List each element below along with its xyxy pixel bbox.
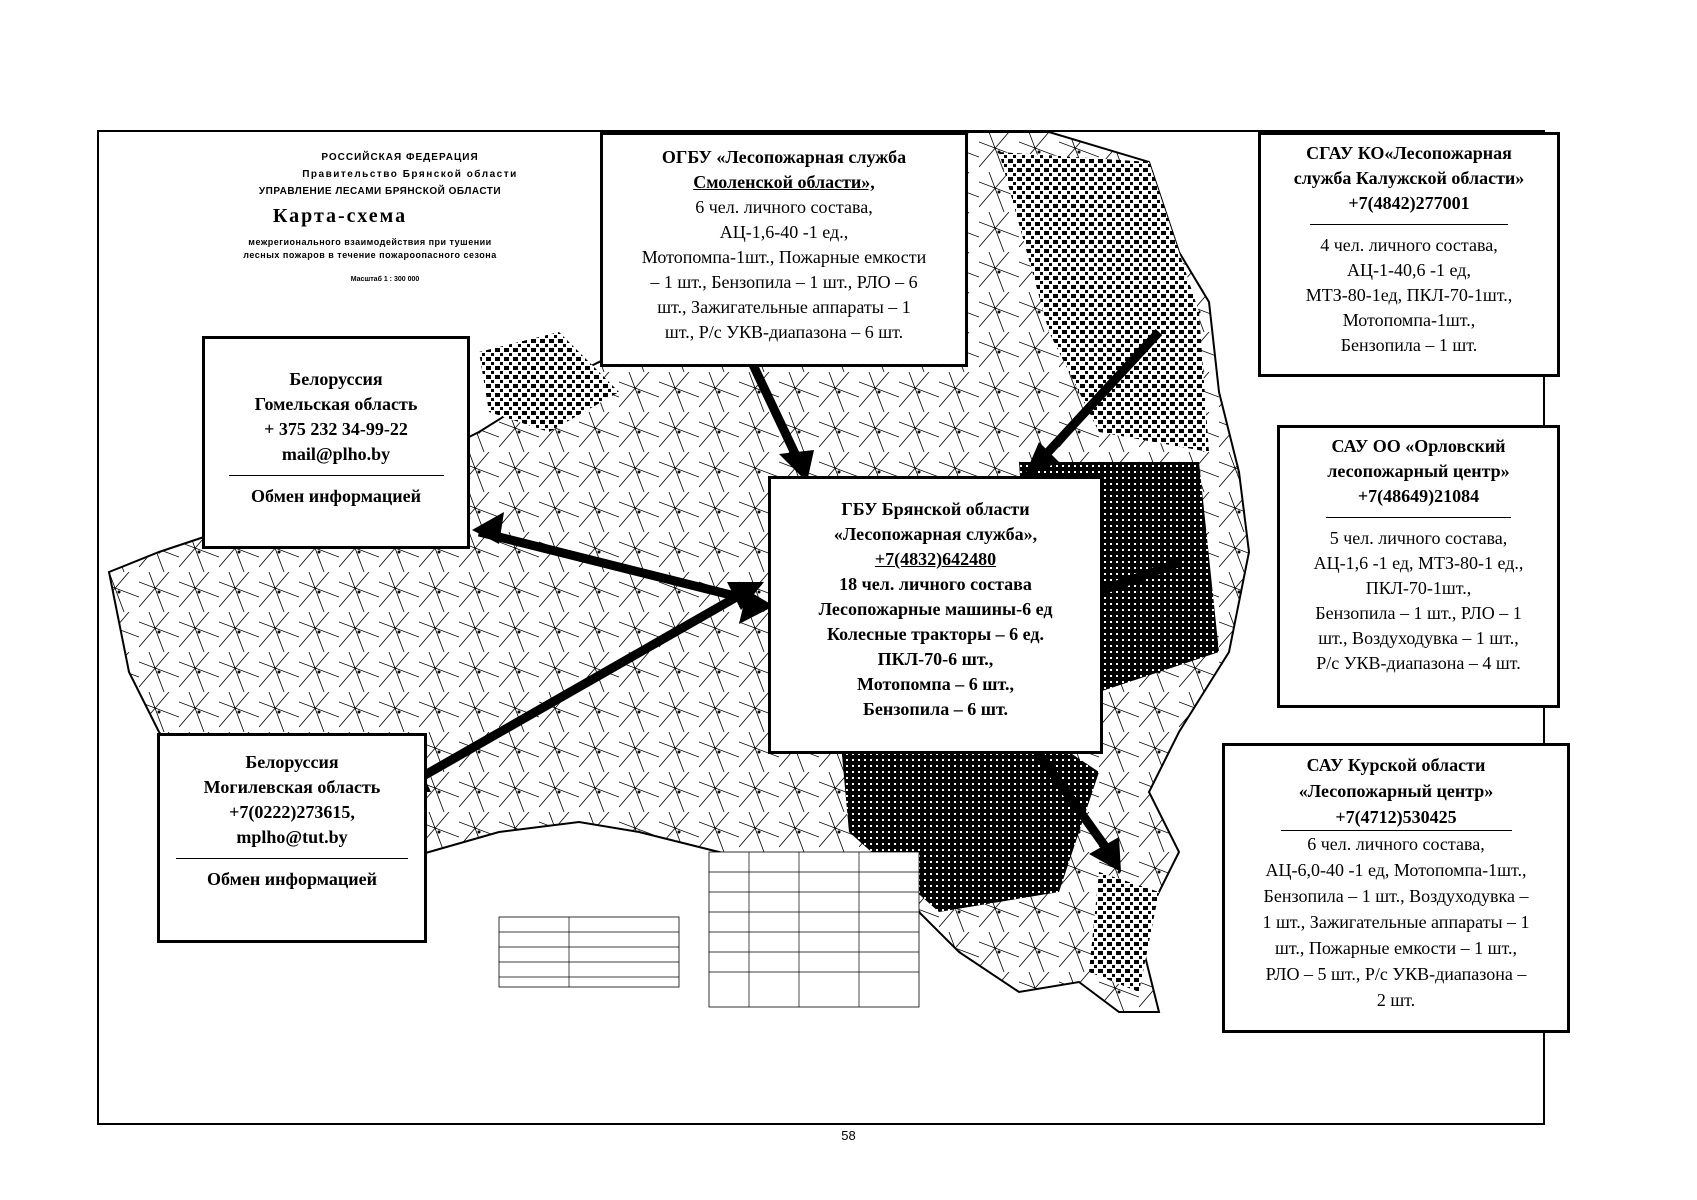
- bryansk-line: 18 чел. личного состава: [839, 574, 1032, 594]
- orel-box: [1277, 425, 1560, 708]
- orel-line: Бензопила – 1 шт., РЛО – 1: [1315, 603, 1522, 623]
- gomel-note: Обмен информацией: [251, 486, 421, 506]
- map-header-subtitle-1: межрегионального взаимодействия при тушении: [248, 237, 492, 247]
- map-header-country: РОССИЙСКАЯ ФЕДЕРАЦИЯ: [321, 152, 479, 163]
- orel-line: 5 чел. личного состава,: [1329, 528, 1508, 548]
- kaluga-line: 4 чел. личного состава,: [1320, 235, 1498, 255]
- kaluga-line: Мотопомпа-1шт.,: [1342, 310, 1476, 330]
- smolensk-title-2: Смоленской области»,: [693, 172, 875, 192]
- orel-phone: +7(48649)21084: [1357, 486, 1480, 506]
- orel-line: Р/с УКВ-диапазона – 4 шт.: [1316, 653, 1521, 673]
- kursk-line: АЦ-6,0-40 -1 ед, Мотопомпа-1шт.,: [1265, 860, 1527, 880]
- kaluga-line: МТЗ-80-1ед, ПКЛ-70-1шт.,: [1305, 285, 1513, 305]
- kursk-box: [1222, 743, 1570, 1033]
- orel-title-2: лесопожарный центр»: [1327, 461, 1510, 481]
- kaluga-box: [1258, 132, 1560, 377]
- bryansk-title-1: ГБУ Брянской области: [841, 499, 1030, 519]
- kursk-line: Бензопила – 1 шт., Воздуходувка –: [1263, 886, 1529, 906]
- orel-line: АЦ-1,6 -1 ед, МТЗ-80-1 ед.,: [1313, 553, 1524, 573]
- kursk-title-2: «Лесопожарный центр»: [1298, 781, 1494, 801]
- bryansk-phone: +7(4832)642480: [874, 549, 997, 569]
- bryansk-line: Мотопомпа – 6 шт.,: [857, 674, 1014, 694]
- mogilev-phone: +7(0222)273615,: [229, 802, 355, 822]
- mogilev-note: Обмен информацией: [207, 869, 377, 889]
- smolensk-line: 6 чел. личного состава,: [695, 197, 873, 217]
- orel-line: шт., Воздуходувка – 1 шт.,: [1318, 628, 1519, 648]
- gomel-country: Белоруссия: [289, 369, 383, 389]
- smolensk-line: шт., Зажигательные аппараты – 1: [657, 297, 911, 317]
- map-header-title: Карта-схема: [272, 205, 408, 227]
- bryansk-line: Колесные тракторы – 6 ед.: [826, 624, 1045, 644]
- kaluga-line: Бензопила – 1 шт.: [1340, 335, 1478, 355]
- kaluga-title-2: служба Калужской области»: [1293, 168, 1525, 188]
- bryansk-line: Лесопожарные машины-6 ед: [818, 599, 1053, 619]
- kaluga-line: АЦ-1-40,6 -1 ед,: [1347, 260, 1471, 280]
- map-legend-table: [499, 852, 919, 1007]
- page-number: 58: [841, 1128, 856, 1143]
- kaluga-divider: [1310, 224, 1509, 225]
- bryansk-box: [768, 476, 1103, 754]
- kaluga-title-1: СГАУ КО«Лесопожарная: [1306, 143, 1512, 163]
- kursk-phone: +7(4712)530425: [1335, 807, 1457, 827]
- kursk-title-1: САУ Курской области: [1306, 755, 1486, 775]
- orel-line: ПКЛ-70-1шт.,: [1365, 578, 1472, 598]
- smolensk-box: [600, 132, 968, 367]
- orel-divider: [1326, 517, 1512, 518]
- map-header-government: Правительство Брянской области: [302, 169, 518, 180]
- smolensk-line: шт., Р/с УКВ-диапазона – 6 шт.: [664, 322, 904, 342]
- smolensk-title-1: ОГБУ «Лесопожарная служба: [661, 147, 907, 167]
- gomel-phone: + 375 232 34-99-22: [264, 419, 408, 439]
- kursk-line: 2 шт.: [1376, 990, 1416, 1010]
- mogilev-region: Могилевская область: [203, 777, 381, 797]
- mogilev-email: mplho@tut.by: [236, 827, 348, 847]
- map-header-department: УПРАВЛЕНИЕ ЛЕСАМИ БРЯНСКОЙ ОБЛАСТИ: [258, 186, 502, 197]
- kaluga-phone: +7(4842)277001: [1348, 193, 1470, 213]
- map-header: [150, 152, 590, 283]
- smolensk-line: АЦ-1,6-40 -1 ед.,: [719, 222, 849, 242]
- bryansk-line: ПКЛ-70-6 шт.,: [877, 649, 994, 669]
- map-header-subtitle-2: лесных пожаров в течение пожароопасного сезона: [243, 250, 497, 260]
- mogilev-box: [157, 733, 427, 943]
- gomel-divider: [229, 475, 444, 476]
- kursk-line: шт., Пожарные емкости – 1 шт.,: [1274, 938, 1518, 958]
- mogilev-country: Белоруссия: [245, 752, 339, 772]
- gomel-region: Гомельская область: [254, 394, 418, 414]
- map-header-scale: Масштаб 1 : 300 000: [350, 276, 420, 283]
- mogilev-divider: [176, 858, 408, 859]
- kursk-line: РЛО – 5 шт., Р/с УКВ-диапазона –: [1265, 964, 1527, 984]
- gomel-email: mail@plho.by: [281, 444, 391, 464]
- gomel-box: [202, 336, 470, 549]
- orel-title-1: САУ ОО «Орловский: [1331, 436, 1506, 456]
- smolensk-line: Мотопомпа-1шт., Пожарные емкости: [641, 247, 927, 267]
- kursk-line: 1 шт., Зажигательные аппараты – 1: [1262, 912, 1530, 932]
- bryansk-line: Бензопила – 6 шт.: [863, 699, 1008, 719]
- kursk-line: 6 чел. личного состава,: [1307, 834, 1485, 854]
- bryansk-title-2: «Лесопожарная служба»,: [833, 524, 1038, 544]
- smolensk-line: – 1 шт., Бензопила – 1 шт., РЛО – 6: [650, 272, 918, 292]
